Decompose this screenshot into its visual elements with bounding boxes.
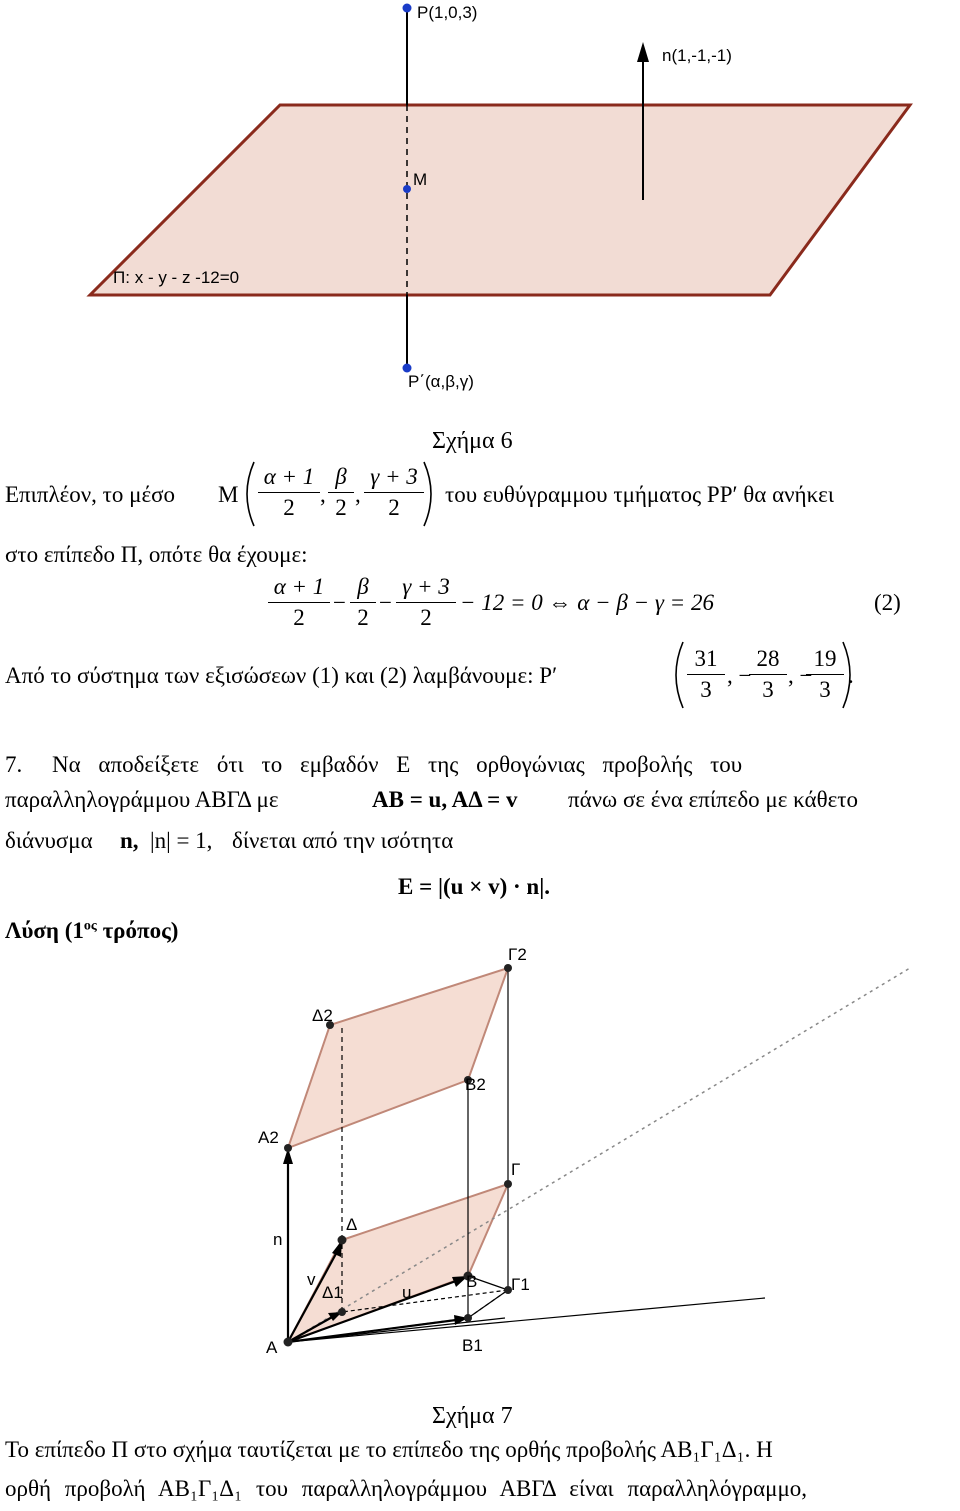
bottom-line2: ορθή προβολή ΑΒ₁Γ₁Δ₁ του παραλληλογράμμου ΑΒΓΔ είναι παραλληλόγραμμο, [5, 1476, 808, 1501]
face-middle [288, 1184, 508, 1342]
item7-number: 7. [5, 752, 23, 777]
face-top [288, 968, 508, 1148]
text-line2: στο επίπεδο Π, οπότε θα έχουμε: [5, 542, 308, 567]
label-m: M [413, 170, 428, 189]
eq-fraction-beta: $\frac{\beta}{2}$ [350, 572, 376, 633]
text-m: M [218, 482, 239, 507]
label-b1: B1 [462, 1336, 483, 1355]
point-g2 [504, 964, 512, 972]
point-a [284, 1338, 293, 1347]
fraction-gamma: $\frac{\gamma + 3}{2}$ [364, 462, 424, 523]
bottom-line1: Το επίπεδο Π στο σχήμα ταυτίζεται με το επίπεδο της ορθής προβολής ΑΒ₁Γ₁Δ₁. Η [5, 1437, 773, 1462]
item7-line1: Να αποδείξετε ότι το εμβαδόν Ε της ορθογώνιας προβολής του [52, 752, 743, 777]
label-u: u [402, 1283, 412, 1302]
label-v: v [307, 1270, 316, 1289]
point-g [504, 1180, 512, 1188]
label-a: A [266, 1338, 278, 1357]
item7-line3-a: διάνυσμα [5, 828, 93, 853]
solution-heading: Λύση ($1^{o\varsigma}$ τρόπος) [5, 918, 179, 943]
label-b: B [466, 1272, 478, 1291]
formula-area: E = |(u × v) · n|. [398, 874, 551, 899]
point-b1 [464, 1314, 472, 1322]
label-n-vector: n(1,-1,-1) [662, 46, 732, 65]
label-plane-equation: Π: x - y - z -12=0 [113, 268, 240, 287]
text-line1-end: του ευθύγραμμου τμήματος PP′ θα ανήκει [445, 482, 835, 507]
p-coordinate-3: $\frac{19}{3}$ [806, 644, 844, 705]
point-d1 [338, 1308, 346, 1316]
item7-line2-b: πάνω σε ένα επίπεδο με κάθετο [568, 787, 859, 812]
point-d [338, 1236, 347, 1245]
edge-b1-g1 [468, 1290, 508, 1318]
item7-line3-abs: |n| = 1, [150, 828, 213, 853]
caption-figure-6: Σχήμα 6 [432, 428, 513, 454]
eq-fraction-alpha: $\frac{\alpha + 1}{2}$ [268, 572, 330, 633]
item7-line3-b: δίνεται από την ισότητα [232, 828, 454, 853]
point-a2 [284, 1144, 292, 1152]
caption-figure-7: Σχήμα 7 [432, 1403, 513, 1429]
eq-fraction-gamma: $\frac{\gamma + 3}{2}$ [396, 572, 456, 633]
fraction-alpha: $\frac{\alpha + 1}{2}$ [258, 462, 320, 523]
label-p: P(1,0,3) [417, 3, 478, 22]
p-coordinate-1: $\frac{31}{3}$ [687, 644, 725, 705]
fraction-beta: $\frac{\beta}{2}$ [328, 462, 354, 523]
text-line1-start: Επιπλέον, το μέσο [5, 482, 176, 507]
item7-line2-ab: AB = u, AΔ = v [372, 787, 518, 812]
item7-line3-n: n, [120, 828, 139, 853]
label-b2: B2 [465, 1075, 486, 1094]
label-n: n [273, 1230, 283, 1249]
label-d: Δ [346, 1215, 358, 1234]
label-d1: Δ1 [322, 1283, 343, 1302]
label-a2: A2 [258, 1128, 279, 1147]
label-g2: Γ2 [508, 945, 527, 964]
label-pprime: P΄(α,β,γ) [408, 372, 474, 391]
equation-number: (2) [874, 590, 901, 615]
text-line3: Από το σύστημα των εξισώσεων (1) και (2) λαμβάνουμε: P′ [5, 663, 558, 688]
p-coordinate-2: $\frac{28}{3}$ [749, 644, 787, 705]
label-d2: Δ2 [312, 1006, 333, 1025]
label-g1: Γ1 [511, 1275, 530, 1294]
label-g: Γ [511, 1160, 521, 1179]
item7-line2-a: παραλληλογράμμου ΑΒΓΔ με [5, 787, 279, 812]
equation-rest: − 12 = 0 ⇔ α − β − γ = 26 [460, 590, 714, 615]
